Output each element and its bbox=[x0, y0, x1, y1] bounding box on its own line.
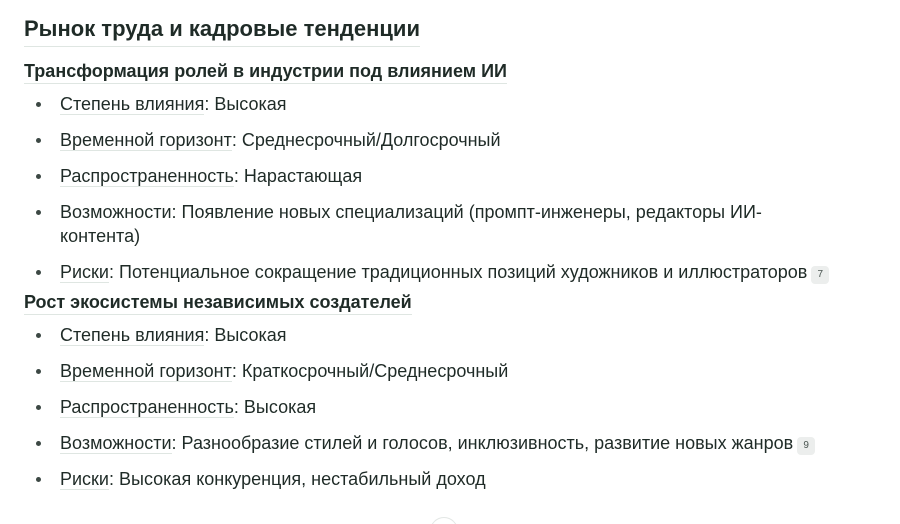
list-item bbox=[24, 323, 860, 347]
item-key: Риски bbox=[60, 262, 109, 282]
bullet-icon bbox=[36, 270, 41, 275]
bullet-icon bbox=[36, 477, 41, 482]
bullet-icon bbox=[36, 441, 41, 446]
scroll-down-button[interactable] bbox=[430, 517, 458, 524]
item-value: : Появление новых специализаций (промпт-инженеры, редакторы ИИ-контента) bbox=[60, 202, 762, 246]
item-value: : Высокая bbox=[233, 397, 317, 417]
list-item bbox=[24, 260, 860, 284]
citation-badge[interactable]: 9 bbox=[797, 437, 815, 455]
list-item bbox=[24, 395, 860, 419]
item-key: Возможности bbox=[60, 202, 172, 222]
item-key: Риски bbox=[60, 469, 109, 489]
bullet-icon bbox=[36, 333, 41, 338]
item-value: : Высокая bbox=[204, 325, 287, 345]
list-item bbox=[24, 164, 860, 188]
item-value: : Разнообразие стилей и голосов, инклюзивность, развитие новых жанров bbox=[171, 433, 794, 453]
section-list-roles bbox=[24, 92, 884, 284]
item-value: : Потенциальное сокращение традиционных позиций художников и иллюстраторов bbox=[109, 262, 808, 282]
bullet-icon bbox=[36, 174, 41, 179]
item-key: Степень влияния bbox=[60, 94, 205, 114]
item-key: Распространенность bbox=[60, 166, 234, 186]
list-item bbox=[24, 467, 860, 491]
bullet-icon bbox=[36, 210, 41, 215]
list-item bbox=[24, 92, 860, 116]
list-item bbox=[24, 431, 860, 455]
item-key: Временной горизонт bbox=[60, 361, 232, 381]
section-heading-creators: Рост экосистемы независимых создателей bbox=[24, 290, 412, 315]
item-value: : Нарастающая bbox=[233, 166, 363, 186]
bullet-icon bbox=[36, 138, 41, 143]
page-title: Рынок труда и кадровые тенденции bbox=[24, 12, 420, 47]
section-list-creators bbox=[24, 323, 884, 491]
item-value: : Высокая конкуренция, нестабильный доход bbox=[109, 469, 486, 489]
item-key: Степень влияния bbox=[60, 325, 205, 345]
list-item bbox=[24, 359, 860, 383]
item-value: : Высокая bbox=[204, 94, 287, 114]
item-key: Распространенность bbox=[60, 397, 234, 417]
citation-badge[interactable]: 7 bbox=[811, 266, 829, 284]
bullet-icon bbox=[36, 369, 41, 374]
item-key: Возможности bbox=[60, 433, 172, 453]
bullet-icon bbox=[36, 405, 41, 410]
item-value: : Среднесрочный/Долгосрочный bbox=[231, 130, 501, 150]
list-item bbox=[24, 200, 780, 248]
item-key: Временной горизонт bbox=[60, 130, 232, 150]
list-item bbox=[24, 128, 860, 152]
section-heading-roles: Трансформация ролей в индустрии под влиянием ИИ bbox=[24, 59, 507, 84]
item-value: : Краткосрочный/Среднесрочный bbox=[231, 361, 509, 381]
document-content bbox=[24, 12, 884, 491]
bullet-icon bbox=[36, 102, 41, 107]
